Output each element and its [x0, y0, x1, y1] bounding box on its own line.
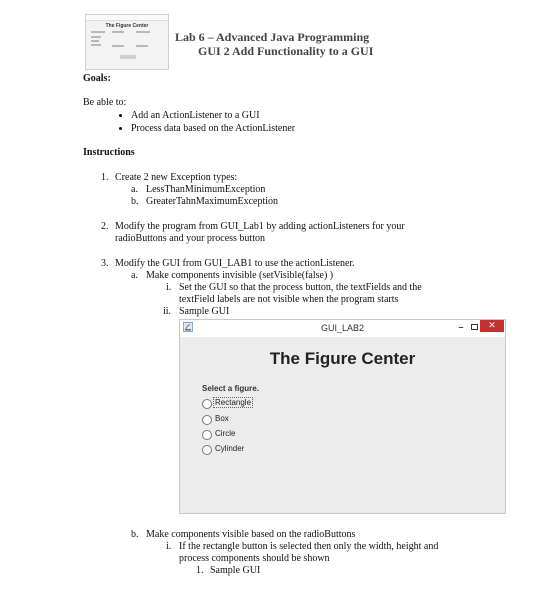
radio-label: Cylinder — [215, 444, 245, 453]
radio-circle-icon — [202, 430, 212, 440]
step-3-text: Modify the GUI from GUI_LAB1 to use the actionListener. — [115, 258, 355, 269]
numbered-marker: 1. — [196, 565, 204, 576]
thumbnail-line — [136, 45, 148, 47]
title-line-2: GUI 2 Add Functionality to a GUI — [198, 44, 374, 58]
goal-item: Process data based on the ActionListener — [131, 123, 296, 134]
goals-heading: Goals: — [83, 73, 111, 84]
goal-item: Add an ActionListener to a GUI — [131, 110, 260, 121]
thumbnail-button — [120, 55, 136, 59]
radio-circle-icon — [202, 445, 212, 455]
goals-intro: Be able to: — [83, 97, 127, 108]
thumbnail-line — [91, 40, 99, 42]
select-figure-label: Select a figure. — [202, 384, 259, 393]
maximize-button[interactable] — [469, 322, 479, 332]
sub-marker: b. — [131, 529, 139, 540]
sample-gui-window — [179, 319, 506, 514]
roman-marker: ii. — [163, 306, 172, 317]
maximize-icon — [471, 324, 478, 330]
thumbnail-line — [112, 31, 124, 33]
roman-marker: i. — [166, 282, 172, 293]
step-3a-ii-text: Sample GUI — [179, 306, 230, 317]
window-titlebar — [180, 320, 505, 337]
step-2-line-2: radioButtons and your process button — [115, 233, 265, 244]
window-title: GUI_LAB2 — [320, 323, 365, 333]
instructions-heading: Instructions — [83, 147, 135, 158]
step-3a-text: Make components invisible (setVisible(false) ) — [146, 270, 334, 281]
sub-marker: b. — [131, 196, 139, 207]
thumbnail-line — [112, 45, 124, 47]
sub-marker: a. — [131, 184, 138, 195]
step-3b-i-line-2: process components should be shown — [179, 553, 330, 564]
step-3a-i-line-2: textField labels are not visible when the program starts — [179, 294, 399, 305]
thumbnail-line — [136, 31, 150, 33]
sub-item: GreaterTahnMaximumException — [146, 196, 279, 207]
radio-circle-icon — [202, 399, 212, 409]
radio-circle-icon — [202, 415, 212, 425]
thumbnail-heading: The Figure Center — [105, 23, 149, 29]
step-3b-text: Make components visible based on the radioButtons — [146, 529, 356, 540]
radio-label: Rectangle — [215, 398, 252, 407]
bullet-icon — [119, 114, 122, 117]
thumbnail-line — [91, 44, 101, 46]
step-2-line-1: Modify the program from GUI_Lab1 by adding actionListeners for your — [115, 221, 405, 232]
radio-label: Circle — [215, 429, 236, 438]
minimize-button[interactable]: – — [458, 322, 464, 332]
bullet-icon — [119, 127, 122, 130]
figure-center-heading: The Figure Center — [269, 349, 416, 368]
sub-item: LessThanMinimumException — [146, 184, 266, 195]
title-line-1: Lab 6 – Advanced Java Programming — [175, 30, 370, 44]
step-number: 2. — [101, 221, 109, 232]
sub-marker: a. — [131, 270, 138, 281]
window-content — [180, 337, 505, 513]
thumbnail-titlebar — [86, 15, 168, 21]
thumbnail-line — [91, 36, 101, 38]
roman-marker: i. — [166, 541, 172, 552]
header-thumbnail-image — [85, 14, 169, 70]
step-3b-i-line-1: If the rectangle button is selected then only the width, height and — [179, 541, 439, 552]
thumbnail-line — [91, 31, 105, 33]
radio-label: Box — [215, 414, 229, 423]
step-number: 1. — [101, 172, 109, 183]
step-3b-sample-text: Sample GUI — [210, 565, 261, 576]
step-number: 3. — [101, 258, 109, 269]
step-1-text: Create 2 new Exception types: — [115, 172, 238, 183]
document-title — [175, 30, 373, 58]
step-3a-i-line-1: Set the GUI so that the process button, the textFields and the — [179, 282, 422, 293]
close-button[interactable]: ✕ — [480, 320, 504, 332]
